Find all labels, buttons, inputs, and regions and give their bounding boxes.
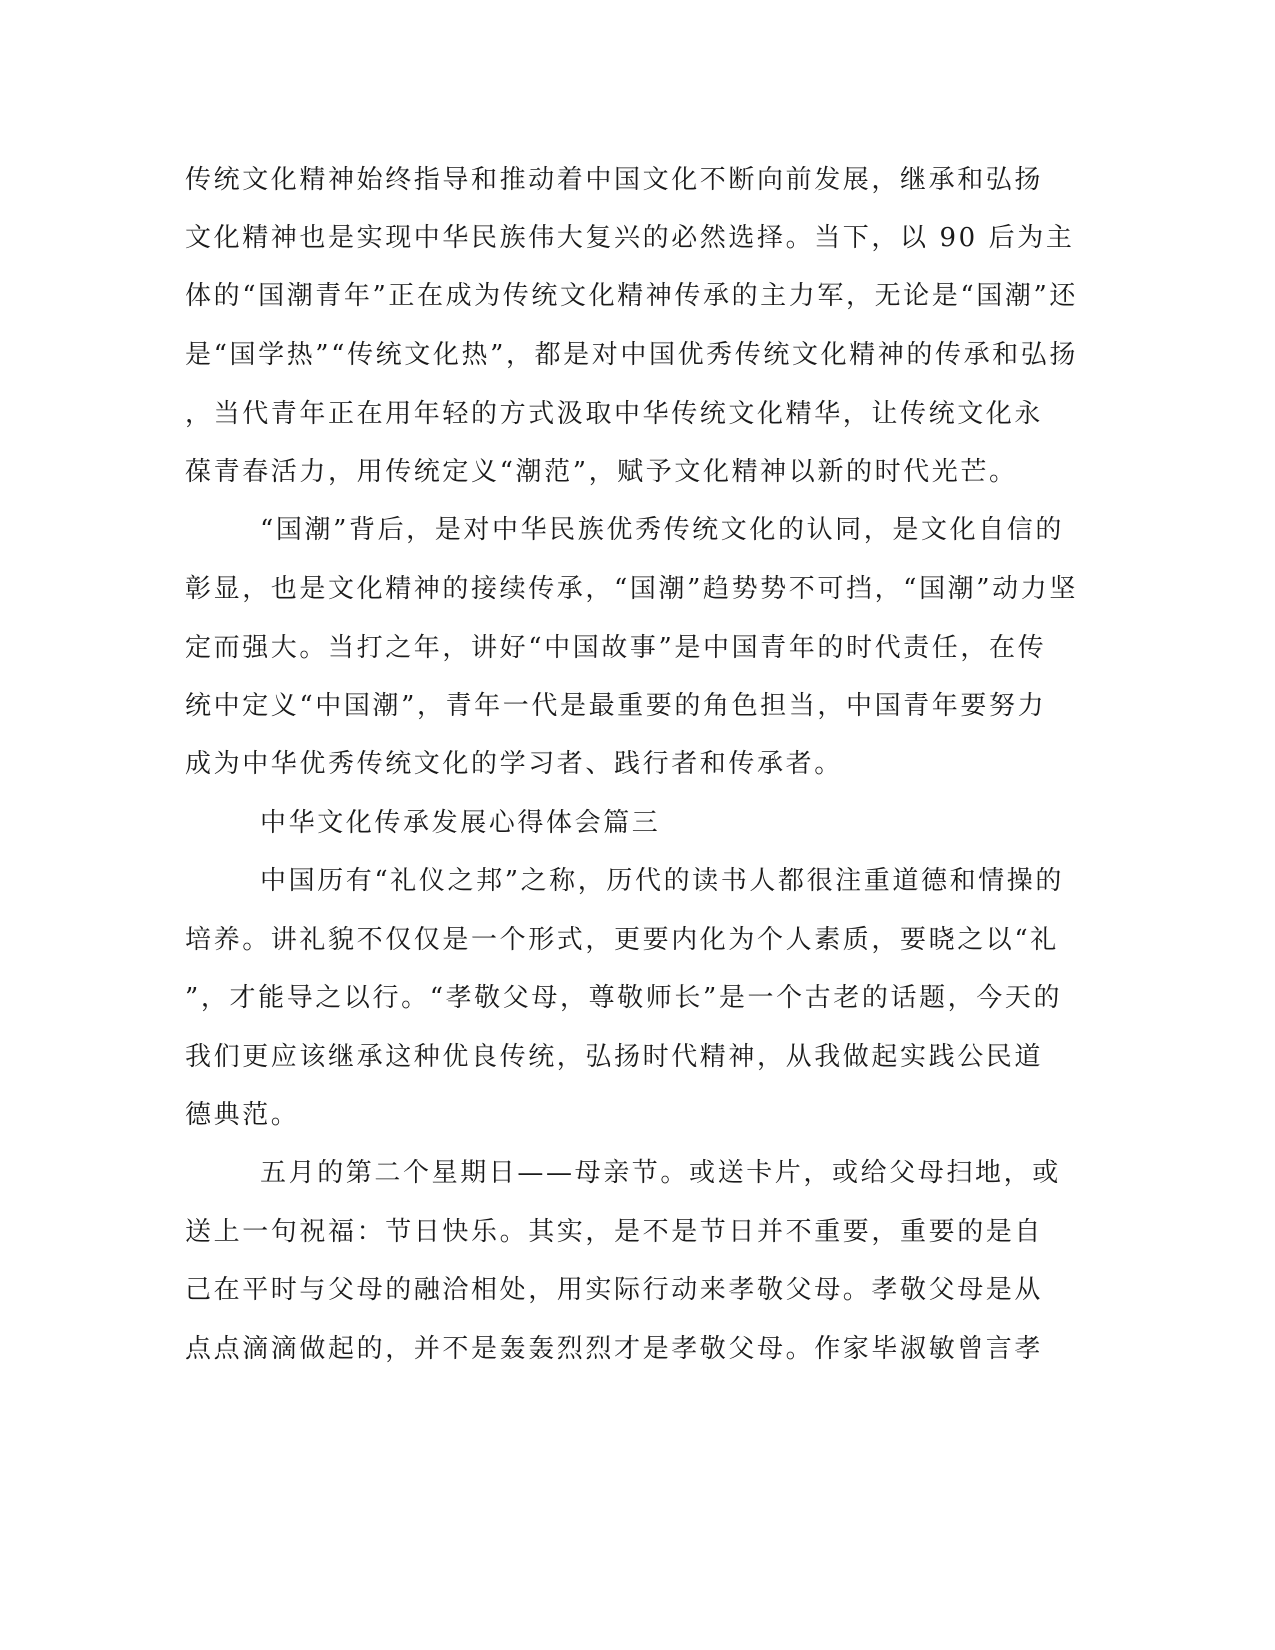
paragraph-line: 我们更应该继承这种优良传统，弘扬时代精神，从我做起实践公民道 bbox=[185, 1042, 1044, 1072]
paragraph-line: 成为中华优秀传统文化的学习者、践行者和传承者。 bbox=[185, 749, 843, 779]
paragraph-line: 定而强大。当打之年，讲好“中国故事”是中国青年的时代责任，在传 bbox=[185, 633, 1047, 663]
paragraph-line: 葆青春活力，用传统定义“潮范”，赋予文化精神以新的时代光芒。 bbox=[185, 457, 1018, 487]
paragraph-line: 是“国学热”“传统文化热”，都是对中国优秀传统文化精神的传承和弘扬 bbox=[185, 340, 1078, 370]
paragraph-line: 德典范。 bbox=[185, 1100, 300, 1130]
paragraph-line: 点点滴滴做起的，并不是轰轰烈烈才是孝敬父母。作家毕淑敏曾言孝 bbox=[185, 1334, 1044, 1364]
paragraph-line: 五月的第二个星期日——母亲节。或送卡片，或给父母扫地，或 bbox=[260, 1158, 1061, 1188]
paragraph-line: 文化精神也是实现中华民族伟大复兴的必然选择。当下，以 90 后为主 bbox=[185, 223, 1075, 253]
paragraph-line: “国潮”背后，是对中华民族优秀传统文化的认同，是文化自信的 bbox=[260, 515, 1064, 545]
paragraph-line: 己在平时与父母的融洽相处，用实际行动来孝敬父母。孝敬父母是从 bbox=[185, 1275, 1044, 1305]
paragraph-line: 彰显，也是文化精神的接续传承，“国潮”趋势势不可挡，“国潮”动力坚 bbox=[185, 574, 1078, 604]
section-heading: 中华文化传承发展心得体会篇三 bbox=[260, 808, 661, 838]
paragraph-line: 统中定义“中国潮”，青年一代是最重要的角色担当，中国青年要努力 bbox=[185, 691, 1047, 721]
paragraph-line: 传统文化精神始终指导和推动着中国文化不断向前发展，继承和弘扬 bbox=[185, 165, 1044, 195]
paragraph-line: 中国历有“礼仪之邦”之称，历代的读书人都很注重道德和情操的 bbox=[260, 866, 1064, 896]
paragraph-line: 培养。讲礼貌不仅仅是一个形式，更要内化为个人素质，要晓之以“礼 bbox=[185, 925, 1059, 955]
paragraph-line: ”，才能导之以行。“孝敬父母，尊敬师长”是一个古老的话题，今天的 bbox=[185, 983, 1063, 1013]
paragraph-line: 送上一句祝福：节日快乐。其实，是不是节日并不重要，重要的是自 bbox=[185, 1217, 1044, 1247]
paragraph-line: 体的“国潮青年”正在成为传统文化精神传承的主力军，无论是“国潮”还 bbox=[185, 281, 1078, 311]
paragraph-line: ，当代青年正在用年轻的方式汲取中华传统文化精华，让传统文化永 bbox=[185, 399, 1044, 429]
